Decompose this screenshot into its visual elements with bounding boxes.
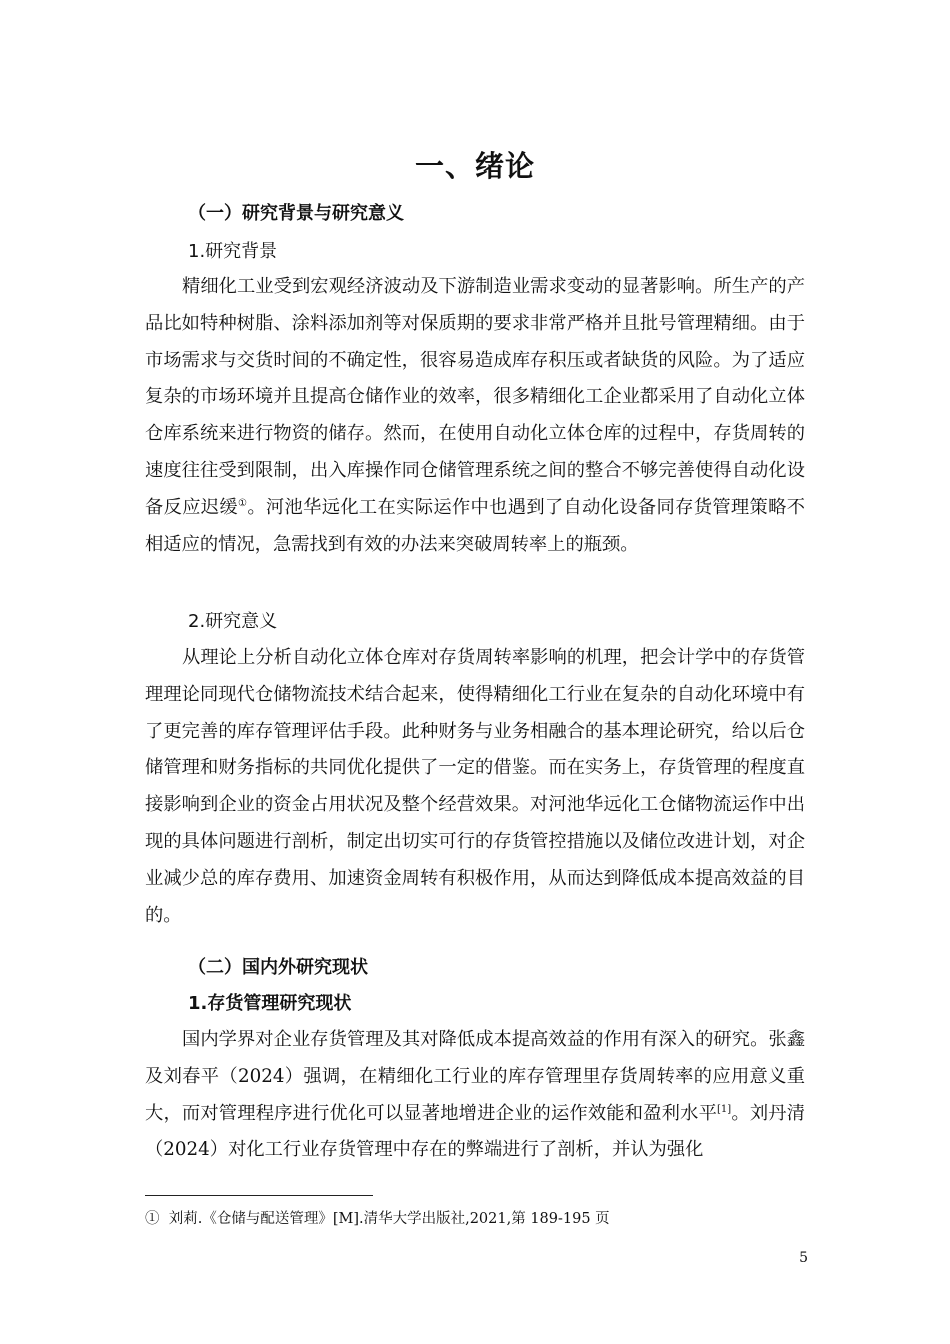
paragraph-significance: 从理论上分析自动化立体仓库对存货周转率影响的机理，把会计学中的存货管理理论同现代仓储物流技术结合起来，使得精细化工行业在复杂的自动化环境中有了更完善的库存管理评估手段。此种财务与业务相融合的基本理论研究，给以后仓储管理和财务指标的共同优化提供了一定的借鉴。而在实务上，存货管理的程度直接影响到企业的资金占用状况及整个经营效果。对河池华远化工仓储物流运作中出现的具体问题进行剖析，制定出切实可行的存货管控措施以及储位改进计划，对企业减少总的库存费用、加速资金周转有积极作用，从而达到降低成本提高效益的目的。	[145, 647, 805, 926]
subsection-heading-background: 1.研究背景	[188, 241, 278, 262]
footnote-text: 刘莉.《仓储与配送管理》[M].清华大学出版社,2021,第 189-195 页	[168, 1211, 610, 1227]
footnote-separator	[145, 1195, 373, 1196]
footnote	[145, 1208, 610, 1230]
paragraph-inventory-research-text-continued: 。刘丹清（2024）对化工行业存货管理中存在的弊端进行了剖析，并认为强化	[145, 1102, 806, 1161]
footnote-reference-mark[interactable]: ①	[238, 497, 248, 509]
footnote-mark: ①	[145, 1211, 160, 1227]
paragraph-background-text-continued: 。河池华远化工在实际运作中也遇到了自动化设备同存货管理策略不相适应的情况，急需找到有效的办法来突破周转率上的瓶颈。	[145, 496, 806, 555]
page-number: 5	[799, 1250, 808, 1266]
subsection-heading-significance: 2.研究意义	[188, 611, 278, 632]
section-heading-background-significance: （一）研究背景与研究意义	[188, 203, 404, 224]
paragraph-inventory-research-text: 国内学界对企业存货管理及其对降低成本提高效益的作用有深入的研究。张鑫及刘春平（2024）强调，在精细化工行业的库存管理里存货周转率的应用意义重大，而对管理程序进行优化可以显著地增进企业的运作效能和盈利水平	[145, 1029, 805, 1124]
section-heading-research-status: （二）国内外研究现状	[188, 957, 368, 978]
paragraph-background-text: 精细化工业受到宏观经济波动及下游制造业需求变动的显著影响。所生产的产品比如特种树脂、涂料添加剂等对保质期的要求非常严格并且批号管理精细。由于市场需求与交货时间的不确定性，很容易造成库存积压或者缺货的风险。为了适应复杂的市场环境并且提高仓储作业的效率，很多精细化工企业都采用了自动化立体仓库系统来进行物资的储存。然而，在使用自动化立体仓库的过程中，存货周转的速度往往受到限制，出入库操作同仓储管理系统之间的整合不够完善使得自动化设备反应迟缓	[145, 276, 805, 518]
paragraph-background	[145, 269, 805, 563]
paragraph-inventory-research	[145, 1022, 805, 1169]
chapter-title: 一、绪论	[414, 149, 535, 183]
subsection-heading-inventory-research: 1.存货管理研究现状	[188, 993, 352, 1014]
citation-reference-mark[interactable]: [1]	[717, 1103, 732, 1115]
